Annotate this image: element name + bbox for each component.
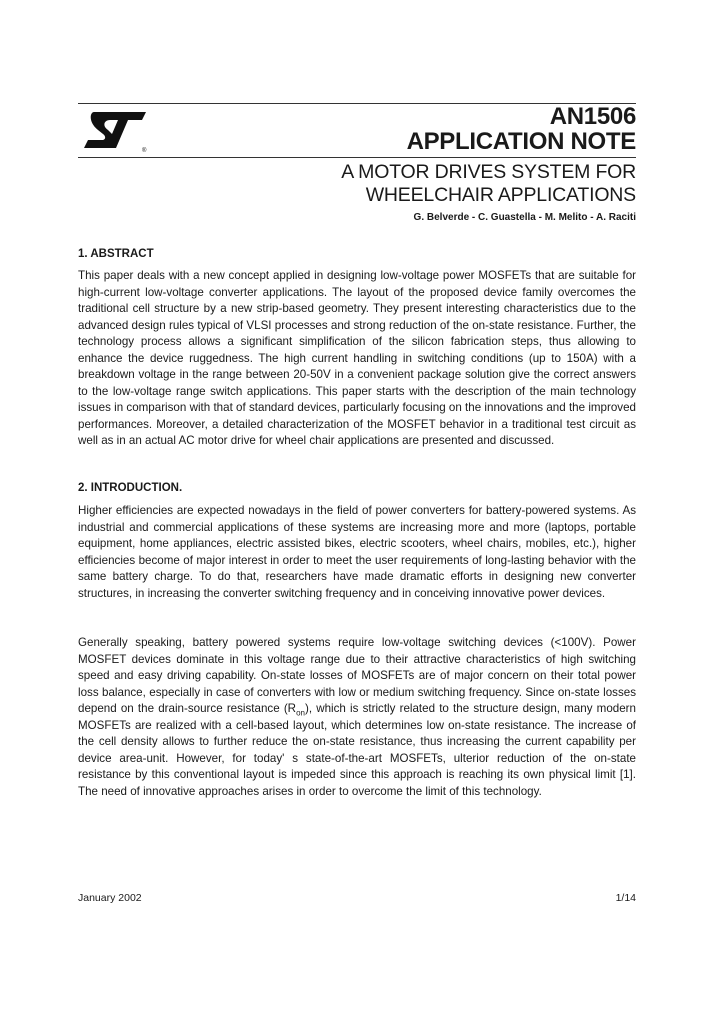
- introduction-heading: 2. INTRODUCTION.: [78, 482, 183, 494]
- authors: G. Belverde - C. Guastella - M. Melito - A. Raciti: [413, 212, 636, 223]
- page-number: 1/14: [615, 892, 636, 904]
- title-rule: [78, 157, 636, 158]
- introduction-paragraph-2: [78, 635, 636, 800]
- svg-text:®: ®: [142, 148, 147, 154]
- footer-date: January 2002: [78, 892, 142, 904]
- abstract-paragraph: This paper deals with a new concept applied in designing low-voltage power MOSFETs that are suitable for high-current low-voltage converter applications. The layout of the proposed device family overcomes the traditional cell structure by a new strip-based geometry. They present interesting characteristics due to the advanced design rules typical of VLSI processes and strong reduction of the on-state resistance. Further, the technology process allows a significant simplification of the silicon fabrication steps, thus allowing to enhance the device ruggedness. The high current handling in switching conditions (up to 150A) with a breakdown voltage in the range between 20-50V in a convenient package solution give the correct answers to the low-voltage range switch applications. This paper starts with the description of the main technology issues in comparison with that of standard devices, particularly focusing on the innovations and the improved performances. Moreover, a detailed characterization of the MOSFET behavior in a traditional test circuit as well as in an actual AC motor drive for wheel chair applications are presented and discussed.: [78, 269, 636, 447]
- paragraph-2-start: Generally speaking, battery powered systems require low-voltage switching devices (<100V). Power MOSFET devices dominate in this voltage range due to their attractive characteristics of high switching speed and easy driving capability. On-state losses of MOSFETs are of major concern on their total power loss balance, especially in case of converters with low or medium switching frequency. Since on-state losses depend on the drain-source resistance (R: [78, 636, 636, 715]
- abstract-heading: 1. ABSTRACT: [78, 248, 154, 260]
- document-id: AN1506: [549, 103, 636, 130]
- title-line-2: WHEELCHAIR APPLICATIONS: [365, 184, 636, 206]
- document-type: APPLICATION NOTE: [406, 128, 636, 155]
- st-logo-icon: [80, 108, 154, 156]
- title-line-1: A MOTOR DRIVES SYSTEM FOR: [341, 161, 636, 183]
- ron-subscript: on: [296, 708, 305, 718]
- introduction-paragraph-1: Higher efficiencies are expected nowadays in the field of power converters for battery-powered systems. As industrial and commercial applications of these systems are increasing more and more (laptops, portable equipment, home appliances, electric assisted bikes, electric scooters, wheel chairs, mobiles, etc.), higher efficiencies become of major interest in order to meet the user requirements of long-lasting behavior with the same battery charge. To do that, researchers have made dramatic efforts in designing new converter structures, in increasing the converter switching frequency and in conceiving innovative power devices.: [78, 504, 636, 600]
- paragraph-2-end: ), which is strictly related to the structure design, many modern MOSFETs are realized with a cell-based layout, which determines low on-state resistance. The increase of the cell density allows to further reduce the on-state resistance, thus increasing the current capability per device area-unit. However, for today' s state-of-the-art MOSFETs, ulterior reduction of the on-state resistance by this conventional layout is impeded since this approach is reaching its own physical limit [1]. The need of innovative approaches arises in order to overcome the limit of this technology.: [78, 702, 636, 798]
